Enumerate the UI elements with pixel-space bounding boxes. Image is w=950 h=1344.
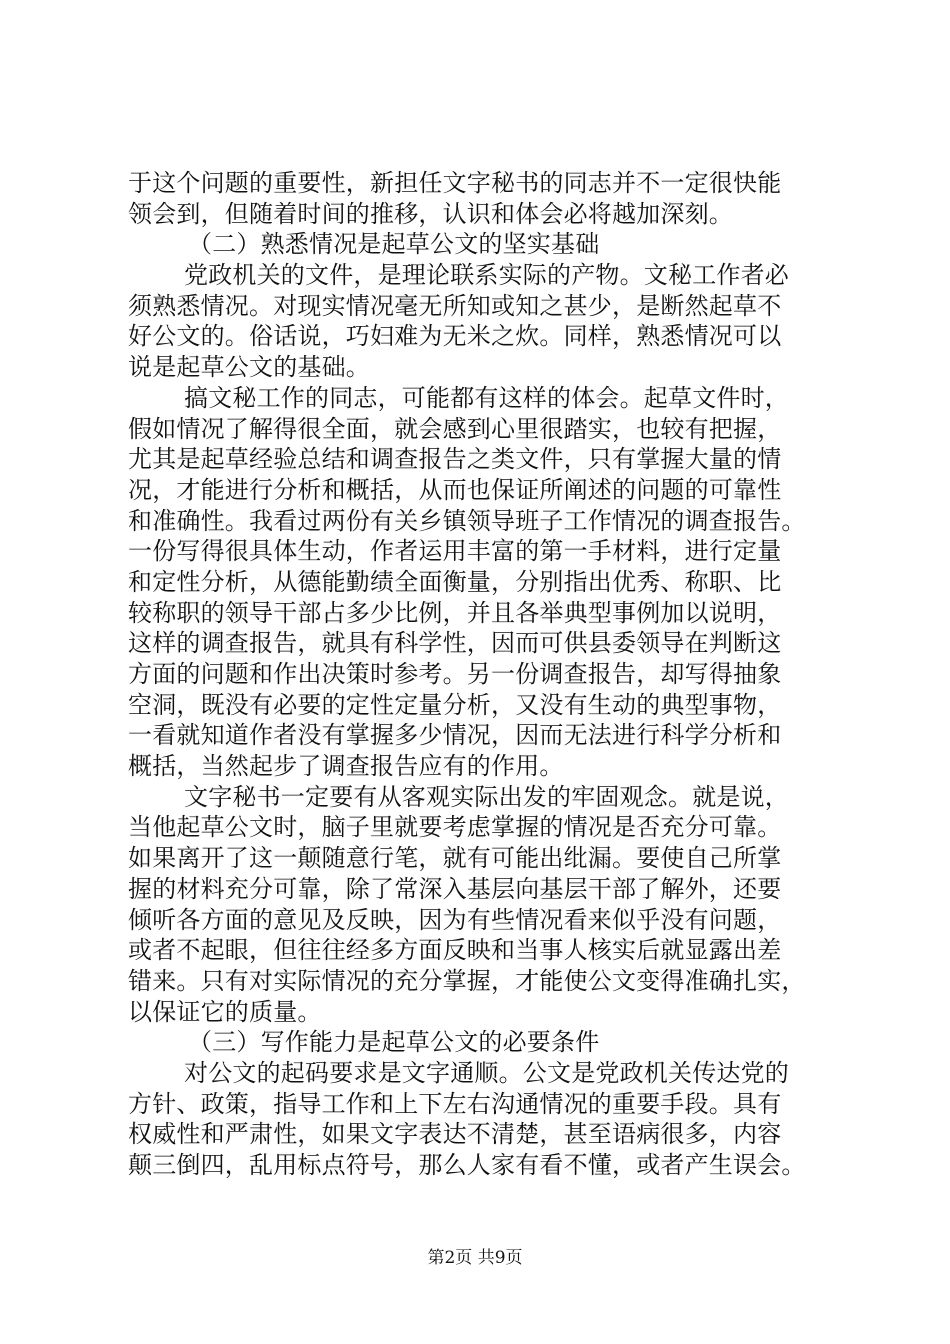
text-line: 握的材料充分可靠，除了常深入基层向基层干部了解外，还要 bbox=[128, 874, 782, 903]
text-line: 假如情况了解得很全面，就会感到心里很踏实，也较有把握， bbox=[128, 414, 782, 443]
document-body bbox=[128, 168, 848, 1181]
text-line: 一份写得很具体生动，作者运用丰富的第一手材料，进行定量 bbox=[128, 537, 782, 566]
text-line: 概括，当然起步了调查报告应有的作用。 bbox=[128, 752, 564, 781]
text-line: 搞文秘工作的同志，可能都有这样的体会。起草文件时， bbox=[184, 383, 789, 412]
text-line: 以保证它的质量。 bbox=[128, 997, 322, 1026]
text-line: 权威性和严肃性，如果文字表达不清楚，甚至语病很多，内容 bbox=[128, 1120, 782, 1149]
text-line: 说是起草公文的基础。 bbox=[128, 353, 370, 382]
text-line: 较称职的领导干部占多少比例，并且各举典型事例加以说明， bbox=[128, 598, 782, 627]
text-line: 须熟悉情况。对现实情况毫无所知或知之甚少，是断然起草不 bbox=[128, 291, 782, 320]
text-line: 文字秘书一定要有从客观实际出发的牢固观念。就是说， bbox=[184, 782, 789, 811]
text-line: 和定性分析，从德能勤绩全面衡量，分别指出优秀、称职、比 bbox=[128, 567, 782, 596]
text-line: 倾听各方面的意见及反映，因为有些情况看来似乎没有问题， bbox=[128, 905, 782, 934]
text-line: 对公文的起码要求是文字通顺。公文是党政机关传达党的 bbox=[184, 1058, 789, 1087]
section-heading: （二）熟悉情况是起草公文的坚实基础 bbox=[188, 230, 600, 259]
text-line: 和准确性。我看过两份有关乡镇领导班子工作情况的调查报告。 bbox=[128, 506, 806, 535]
text-line: 错来。只有对实际情况的充分掌握，才能使公文变得准确扎实， bbox=[128, 966, 806, 995]
text-line: 尤其是起草经验总结和调查报告之类文件，只有掌握大量的情 bbox=[128, 445, 782, 474]
text-line: 方针、政策，指导工作和上下左右沟通情况的重要手段。具有 bbox=[128, 1089, 782, 1118]
text-line: 颠三倒四，乱用标点符号，那么人家有看不懂，或者产生误会。 bbox=[128, 1151, 806, 1179]
text-line: 一看就知道作者没有掌握多少情况，因而无法进行科学分析和 bbox=[128, 721, 782, 750]
text-line: 好公文的。俗话说，巧妇难为无米之炊。同样，熟悉情况可以 bbox=[128, 322, 782, 351]
text-line: 况，才能进行分析和概括，从而也保证所阐述的问题的可靠性 bbox=[128, 475, 782, 504]
text-line: 党政机关的文件，是理论联系实际的产物。文秘工作者必 bbox=[184, 261, 789, 290]
text-line: 这样的调查报告，就具有科学性，因而可供县委领导在判断这 bbox=[128, 629, 782, 658]
text-line: 方面的问题和作出决策时参考。另一份调查报告，却写得抽象 bbox=[128, 660, 782, 688]
text-line: 于这个问题的重要性，新担任文字秘书的同志并不一定很快能 bbox=[128, 169, 782, 197]
section-heading: （三）写作能力是起草公文的必要条件 bbox=[188, 1028, 600, 1057]
text-line: 领会到，但随着时间的推移，认识和体会必将越加深刻。 bbox=[128, 199, 733, 228]
text-line: 空洞，既没有必要的定性定量分析，又没有生动的典型事物， bbox=[128, 690, 782, 719]
page-footer: 第2页 共9页 bbox=[427, 1248, 523, 1268]
text-line: 或者不起眼，但往往经多方面反映和当事人核实后就显露出差 bbox=[128, 936, 782, 965]
text-line: 当他起草公文时，脑子里就要考虑掌握的情况是否充分可靠。 bbox=[128, 813, 782, 842]
text-line: 如果离开了这一颠随意行笔，就有可能出纰漏。要使自己所掌 bbox=[128, 844, 782, 873]
